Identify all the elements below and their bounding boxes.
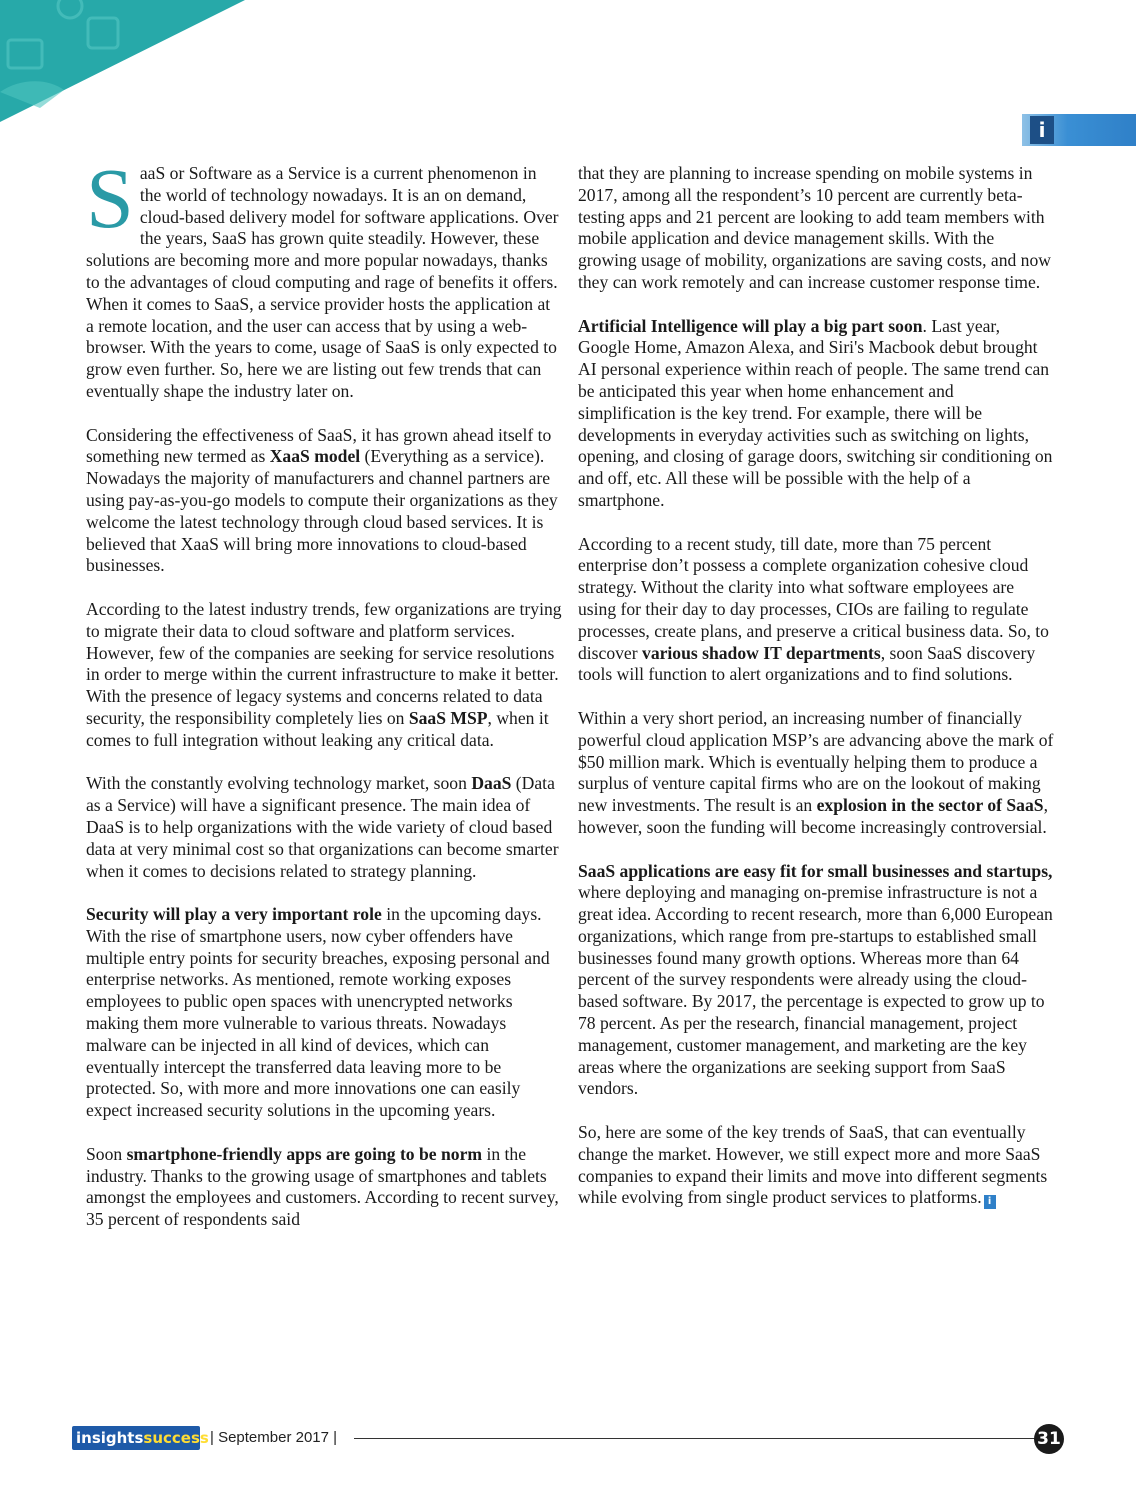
highlight-security: Security will play a very important role xyxy=(86,904,382,925)
highlight-daas: DaaS xyxy=(471,773,512,794)
highlight-ai: Artificial Intelligence will play a big part soon xyxy=(578,315,923,336)
paragraph-ai: Artificial Intelligence will play a big part soon. Last year, Google Home, Amazon Alexa, and Siri's Macbook debut brought AI personal experience within reach of people. The same trend can be anticipated this year when home enhancement and simplification is the key trend. For example, there will be developments in everyday activities such as switching on lights, opening, and closing of garage doors, switching sir conditioning on and off, etc. All these will be possible with the help of a smartphone. xyxy=(578,315,1053,510)
page-number: 31 xyxy=(1034,1424,1064,1454)
paragraph-smartphone-apps: Soon smartphone-friendly apps are going to be norm in the industry. Thanks to the growing usage of smartphones and tablets amongst the employees and customers. According to recent survey, 35 percent of respondents said xyxy=(86,1143,559,1230)
highlight-explosion: explosion in the sector of SaaS xyxy=(816,795,1044,816)
paragraph-intro: SaaS or Software as a Service is a current phenomenon in the world of technology nowadays. It is an on demand, cloud-based delivery model for software applications. Over the years, SaaS has grown quite steadily. However, these solutions are becoming more and more popular nowadays, thanks to the advantages of cloud computing and rage of benefits it offers. When it comes to SaaS, a service provider hosts the application at a remote location, and the user can access that by using a web-browser. With the years to come, usage of SaaS is only expected to grow even further. So, here we are listing out few trends that can eventually shape the industry later on. xyxy=(86,150,559,401)
magazine-logo: insightssuccess xyxy=(72,1426,200,1450)
highlight-xaas-model: XaaS model xyxy=(269,446,361,467)
page-footer xyxy=(72,1424,1072,1458)
section-tab-badge xyxy=(1022,114,1136,146)
end-of-article-icon: i xyxy=(984,1195,996,1209)
paragraph-mobile-spending: that they are planning to increase spending on mobile systems in 2017, among all the respondent’s 10 percent are currently beta-testing apps and 21 percent are looking to add team members with mobile application and device management skills. With the growing usage of mobility, organizations are saving costs, and now they can work remotely and can increase customer response time. xyxy=(578,163,1051,292)
paragraph-daas: With the constantly evolving technology market, soon DaaS (Data as a Service) will have a significant presence. The main idea of DaaS is to help organizations with the wide variety of cloud based data at very minimal cost so that organizations can become smarter when it comes to decisions related to strategy planning. xyxy=(86,773,559,881)
highlight-shadow-it: various shadow IT departments xyxy=(642,642,881,663)
issue-date: | September 2017 | xyxy=(210,1429,338,1446)
article-column-left xyxy=(86,150,562,1253)
highlight-saas-msp: SaaS MSP xyxy=(408,707,488,728)
highlight-smartphone-apps: smartphone-friendly apps are going to be norm xyxy=(126,1143,483,1164)
footer-rule xyxy=(354,1438,1036,1439)
highlight-small-business: SaaS applications are easy fit for small businesses and startups, xyxy=(578,860,1053,881)
decorative-corner-banner xyxy=(0,0,250,125)
paragraph-conclusion: So, here are some of the key trends of SaaS, that can eventually change the market. However, we still expect more and more SaaS companies to expand their limits and move into different segments while evolving from single product services to platforms. i xyxy=(578,1122,1048,1208)
article-column-right xyxy=(578,163,1054,1231)
paragraph-saas-msp: According to the latest industry trends, few organizations are trying to migrate their data to cloud software and platform services. However, few of the companies are seeking for service resolutions in order to merge within the current infrastructure to make it better. With the presence of legacy systems and concerns related to data security, the responsibility completely lies on SaaS MSP, when it comes to full integration without leaking any critical data. xyxy=(86,598,562,750)
paragraph-shadow-it: According to a recent study, till date, more than 75 percent enterprise don’t possess a complete organization cohesive cloud strategy. Without the clarity into what software employees are using for their day to day processes, CIOs are failing to regulate processes, create plans, and preserve a critical business data. So, to discover various shadow IT departments, soon SaaS discovery tools will function to alert organizations and to find solutions. xyxy=(578,533,1049,685)
paragraph-msp-growth: Within a very short period, an increasing number of financially powerful cloud application MSP’s are advancing above the mark of $50 million mark. Which is eventually helping them to produce a surplus of venture capital firms who are on the lookout of making new investments. The result is an explosion in the sector of SaaS, however, soon the funding will become increasingly controversial. xyxy=(578,707,1054,837)
brand-mark-icon: i xyxy=(1030,116,1054,144)
paragraph-small-business: SaaS applications are easy fit for small businesses and startups, where deploying and managing on-premise infrastructure is not a great idea. According to recent research, more than 6,000 European organizations, which range from pre-startups to established small businesses found many growth options. Whereas more than 64 percent of the survey respondents were already using the cloud-based software. By 2017, the percentage is expected to grow up to 78 percent. As per the research, financial management, project management, customer management, and marketing are the key areas where the organizations are seeking support from SaaS vendors. xyxy=(578,860,1053,1099)
paragraph-security: Security will play a very important role in the upcoming days. With the rise of smartphone users, now cyber offenders have multiple entry points for security breaches, exposing personal and enterprise networks. As mentioned, remote working exposes employees to public open spaces with unencrypted networks making them more vulnerable to various threats. Nowadays malware can be injected in all kind of devices, which can eventually intercept the transferred data leaving more to be protected. So, with more and more innovations one can easily expect increased security solutions in the upcoming years. xyxy=(86,904,550,1121)
drop-cap: S xyxy=(86,150,134,246)
paragraph-xaas: Considering the effectiveness of SaaS, it has grown ahead itself to something new termed as XaaS model (Everything as a service). Nowadays the majority of manufacturers and channel partners are using pay-as-you-go models to compute their organizations as they welcome the latest technology through cloud based services. It is believed that XaaS will bring more innovations to cloud-based businesses. xyxy=(86,424,558,576)
